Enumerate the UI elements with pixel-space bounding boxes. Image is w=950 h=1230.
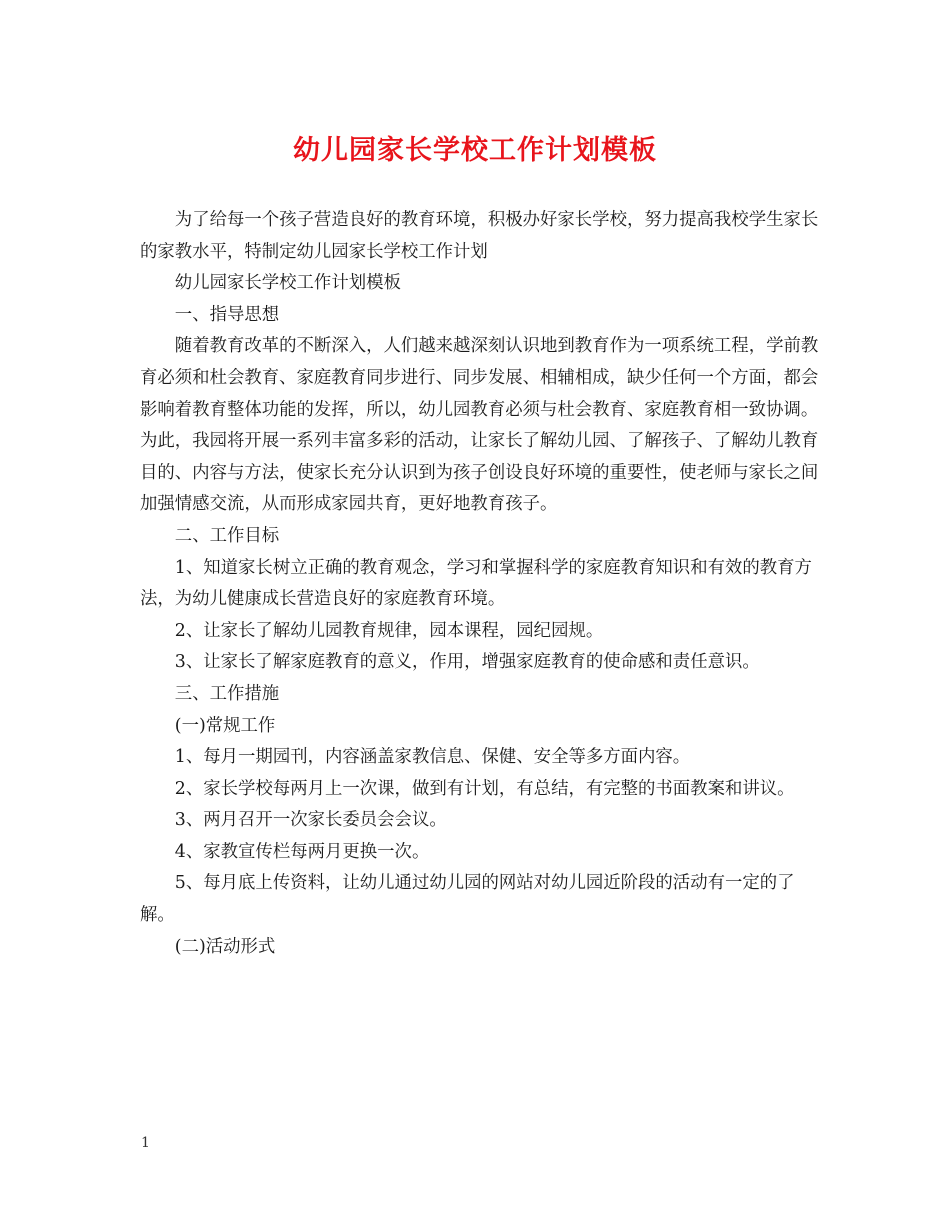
paragraph-measure-1: 1、每月一期园刊，内容涵盖家教信息、保健、安全等多方面内容。 [174, 747, 691, 768]
section-heading-work-goals: 二、工作目标 [174, 525, 280, 546]
subsection-heading-routine-work: (一)常规工作 [174, 715, 276, 736]
paragraph-measure-2: 2、家长学校每两月上一次课，做到有计划，有总结，有完整的书面教案和讲议。 [174, 778, 795, 799]
subsection-heading-activity-forms: (二)活动形式 [174, 936, 276, 957]
paragraph-goal-3: 3、让家长了解家庭教育的意义，作用，增强家庭教育的使命感和责任意识。 [174, 652, 760, 673]
paragraph-goal-2: 2、让家长了解幼儿园教育规律，园本课程，园纪园规。 [174, 620, 604, 641]
document-body [140, 205, 820, 963]
paragraph-goal-1: 1、知道家长树立正确的教育观念，学习和掌握科学的家庭教育知识和有效的教育方法，为幼儿健康成长营造良好的家庭教育环境。 [140, 557, 812, 610]
paragraph-subtitle: 幼儿园家长学校工作计划模板 [174, 273, 401, 294]
page-number: 1 [141, 1135, 150, 1151]
section-heading-work-measures: 三、工作措施 [174, 683, 280, 704]
paragraph-measure-3: 3、两月召开一次家长委员会会议。 [174, 810, 447, 831]
section-heading-guiding-thought: 一、指导思想 [174, 304, 280, 325]
paragraph-measure-4: 4、家教宣传栏每两月更换一次。 [174, 841, 430, 862]
paragraph-guiding-thought: 随着教育改革的不断深入，人们越来越深刻认识地到教育作为一项系统工程，学前教育必须和杜会教育、家庭教育同步进行、同步发展、相辅相成，缺少任何一个方面，都会影响着教育整体功能的发挥，所以，幼儿园教育必须与杜会教育、家庭教育相一致协调。为此，我园将开展一系列丰富多彩的活动，让家长了解幼儿园、了解孩子、了解幼儿教育目的、内容与方法，使家长充分认识到为孩子创设良好环境的重要性，使老师与家长之间加强情感交流，从而形成家园共育，更好地教育孩子。 [140, 336, 819, 515]
paragraph-intro: 为了给每一个孩子营造良好的教育环境，积极办好家长学校，努力提高我校学生家长的家教水平，特制定幼儿园家长学校工作计划 [140, 210, 819, 262]
document-title: 幼儿园家长学校工作计划模板 [293, 135, 657, 166]
paragraph-measure-5: 5、每月底上传资料，让幼儿通过幼儿园的网站对幼儿园近阶段的活动有一定的了解。 [140, 873, 795, 926]
